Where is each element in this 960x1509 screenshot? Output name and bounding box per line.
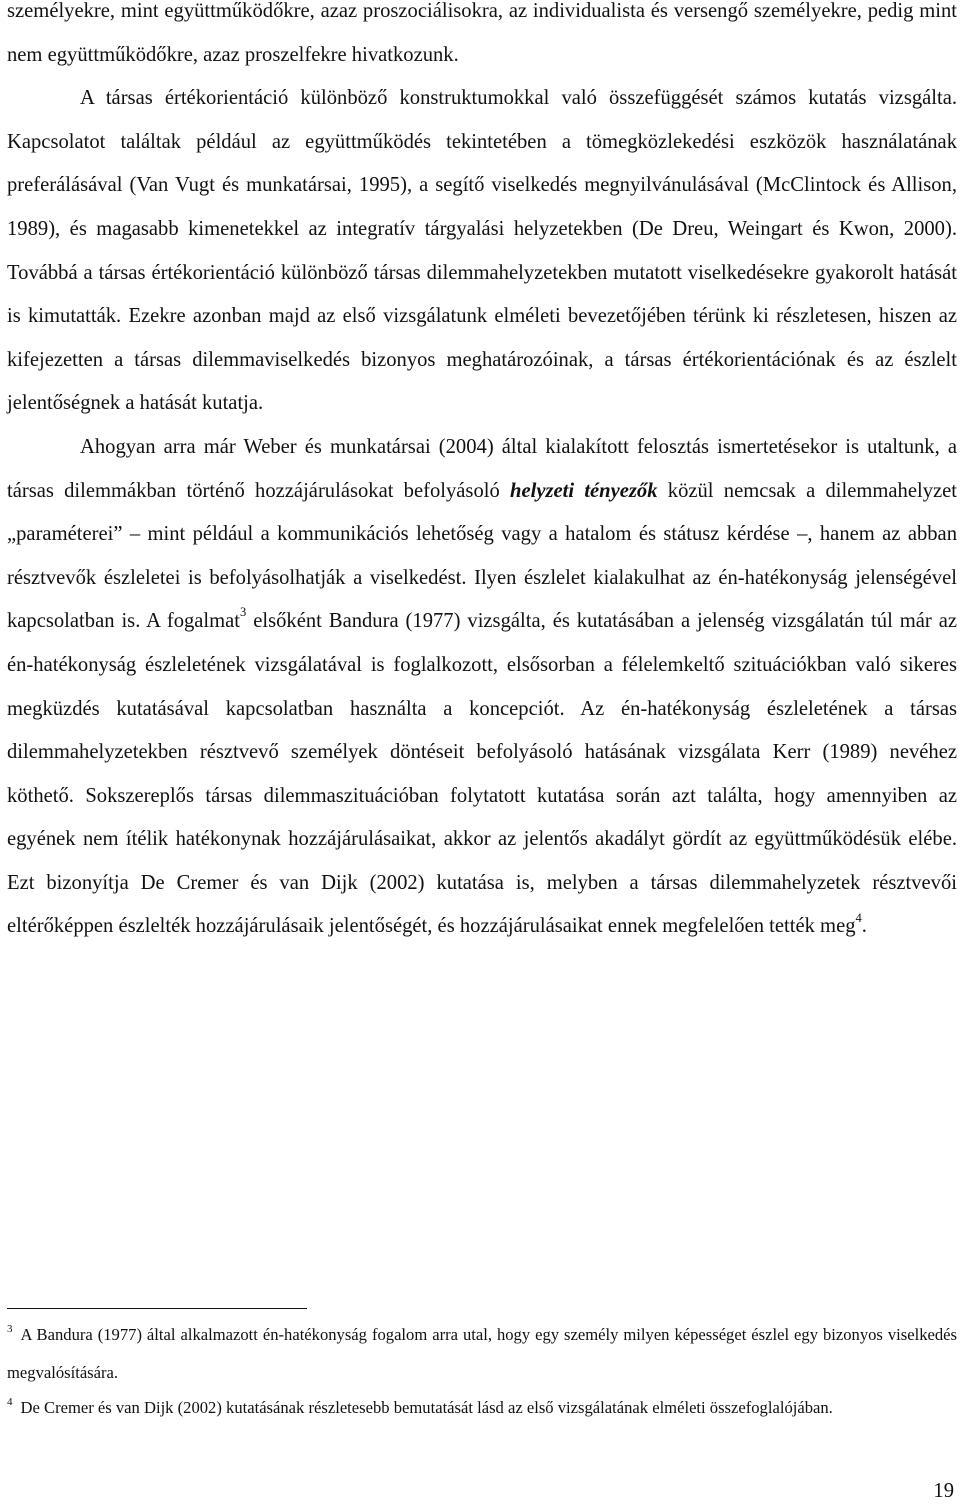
footnote-text: De Cremer és van Dijk (2002) kutatásának részletesebb bemutatását lásd az első vizsgálatának elméleti összefoglalójában.: [20, 1398, 833, 1417]
paragraph-text: .: [861, 915, 867, 938]
footnote-separator: [7, 1308, 307, 1309]
paragraph-text: elsőként Bandura (1977) vizsgálta, és kutatásában a jelenség vizsgálatán túl már az én-hatékonyság észleletének vizsgálatával is foglalkozott, elsősorban a félelemkeltő szituációkban való sikeres megküzdés kutatásával kapcsolatban használta a koncepciót. Az én-hatékonyság észleletének a társas dilemmahelyzetekben résztvevő személyek döntéseit befolyásoló hatásának vizsgálata Kerr (1989) nevéhez köthető. Sokszereplős társas dilemmaszituációban folytatott kutatása során azt találta, hogy amennyiben az egyének nem ítélik hatékonynak hozzájárulásaikat, akkor az jelentős akadályt gördít az együttműködésük elébe. Ezt bizonyítja De Cremer és van Dijk (2002) kutatása is, melyben a társas dilemmahelyzetek résztvevői eltérőképpen észlelték hozzájárulásaik jelentőségét, és hozzájárulásaikat ennek megfelelően tették meg: [7, 610, 957, 938]
paragraph-social-value-orientation: A társas értékorientáció különböző konstruktumokkal való összefüggését számos kutatás vizsgálta. Kapcsolatot találtak például az együttműködés tekintetében a tömegközlekedési eszközök használatának preferálásával (Van Vugt és munkatársai, 1995), a segítő viselkedés megnyilvánulásával (McClintock és Allison, 1989), és magasabb kimenetekkel az integratív tárgyalási helyzetekben (De Dreu, Weingart és Kwon, 2000). Továbbá a társas értékorientáció különböző társas dilemmahelyzetekben mutatott viselkedésekre gyakorolt hatását is kimutatták. Ezekre azonban majd az első vizsgálatunk elméleti bevezetőjében térünk ki részletesen, hiszen az kifejezetten a társas dilemmaviselkedés bizonyos meghatározóinak, a társas értékorientációnak és az észlelt jelentőségnek a hatását kutatja.: [7, 87, 957, 415]
footnote-text: A Bandura (1977) által alkalmazott én-hatékonyság fogalom arra utal, hogy egy személy milyen képességet észlel egy bizonyos viselkedés megvalósítására.: [7, 1325, 957, 1382]
paragraph-text: Ahogyan arra már Weber és munkatársai (2004) által kialakított felosztás ismertetésekor is utaltunk, a társas dilemmákban történő hozzájárulásokat befolyásoló: [7, 435, 957, 502]
body-text: [7, 0, 957, 949]
footnote-mark: 3: [7, 1323, 13, 1335]
footnote-reference-3[interactable]: 3: [240, 605, 247, 620]
paragraph-text: közül nemcsak a dilemmahelyzet „paraméterei” – mint például a kommunikációs lehetőség vagy a hatalom és státusz kérdése –, hanem az abban résztvevők észleletei is befolyásolhatják a viselkedést. Ilyen észlelet kialakulhat az én-hatékonyság jelenségével kapcsolatban is. A fogalmat: [7, 479, 957, 633]
footnote-mark: 4: [7, 1396, 13, 1408]
emphasized-term: helyzeti tényezők: [510, 479, 658, 502]
footnote-reference-4[interactable]: 4: [855, 910, 862, 925]
page-number: 19: [933, 1480, 954, 1502]
paragraph-situational-factors: [7, 426, 957, 949]
footnote-4: [7, 1390, 957, 1428]
footnote-3: [7, 1317, 957, 1390]
paragraph-continuation: személyekre, mint együttműködőkre, azaz proszociálisokra, az individualista és versengő személyekre, pedig mint nem együttműködőkre, azaz proszelfekre hivatkozunk.: [7, 0, 957, 66]
footnotes: [7, 1317, 957, 1428]
